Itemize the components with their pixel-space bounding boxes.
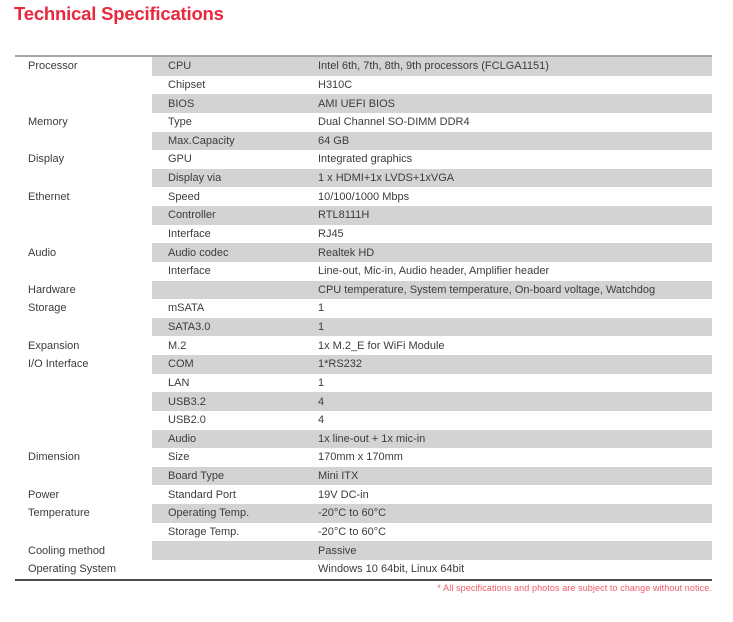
spec-value: 4 bbox=[318, 395, 325, 408]
table-row bbox=[15, 523, 712, 542]
group-label: Expansion bbox=[15, 336, 152, 355]
row-band bbox=[152, 467, 712, 486]
spec-value: H310C bbox=[318, 78, 353, 91]
group-label bbox=[15, 392, 152, 411]
row-band bbox=[152, 318, 712, 337]
spec-value: 10/100/1000 Mbps bbox=[318, 190, 410, 203]
spec-key: Board Type bbox=[168, 470, 225, 483]
spec-key: Type bbox=[168, 116, 192, 129]
row-band bbox=[152, 299, 712, 318]
spec-key: Storage Temp. bbox=[168, 525, 240, 538]
spec-key: Speed bbox=[168, 190, 200, 203]
spec-key bbox=[152, 281, 318, 300]
spec-value: 1 bbox=[318, 376, 325, 389]
group-label: Operating System bbox=[15, 560, 152, 579]
table-row bbox=[15, 374, 712, 393]
page-title: Technical Specifications bbox=[14, 3, 224, 24]
spec-key: CPU bbox=[168, 60, 192, 73]
spec-value: CPU temperature, System temperature, On-board voltage, Watchdog bbox=[318, 283, 656, 296]
group-label bbox=[15, 76, 152, 95]
group-label bbox=[15, 523, 152, 542]
spec-value: RTL8111H bbox=[318, 209, 370, 222]
row-band bbox=[152, 225, 712, 244]
spec-value: 19V DC-in bbox=[318, 488, 369, 501]
row-band bbox=[152, 169, 712, 188]
row-band bbox=[152, 560, 712, 579]
group-label: Hardware bbox=[15, 281, 152, 300]
table-row bbox=[15, 485, 712, 504]
spec-key: Max.Capacity bbox=[168, 134, 235, 147]
group-label: Memory bbox=[15, 113, 152, 132]
group-label bbox=[15, 225, 152, 244]
group-label: Power bbox=[15, 485, 152, 504]
table-row bbox=[15, 76, 712, 95]
group-label bbox=[15, 94, 152, 113]
group-label bbox=[15, 132, 152, 151]
row-band bbox=[152, 504, 712, 523]
group-label: Ethernet bbox=[15, 187, 152, 206]
table-row bbox=[15, 187, 712, 206]
group-label bbox=[15, 169, 152, 188]
row-band bbox=[152, 523, 712, 542]
row-band bbox=[152, 541, 712, 560]
spec-value: 1x line-out + 1x mic-in bbox=[318, 432, 426, 445]
spec-value: 64 GB bbox=[318, 134, 350, 147]
spec-key: Audio bbox=[168, 432, 197, 445]
spec-value: Passive bbox=[318, 544, 357, 557]
table-row bbox=[15, 448, 712, 467]
spec-key: mSATA bbox=[168, 302, 205, 315]
spec-key: Interface bbox=[168, 265, 211, 278]
spec-key bbox=[152, 541, 318, 560]
table-row bbox=[15, 262, 712, 281]
spec-key: SATA3.0 bbox=[168, 321, 211, 334]
spec-value: -20°C to 60°C bbox=[318, 507, 387, 520]
spec-value: 1 bbox=[318, 321, 325, 334]
row-band bbox=[152, 448, 712, 467]
spec-value: Realtek HD bbox=[318, 246, 375, 259]
table-row bbox=[15, 169, 712, 188]
group-label: Processor bbox=[15, 57, 152, 76]
spec-value: Windows 10 64bit, Linux 64bit bbox=[318, 563, 465, 576]
spec-key: Audio codec bbox=[168, 246, 229, 259]
spec-value: 170mm x 170mm bbox=[318, 451, 403, 464]
spec-key: M.2 bbox=[168, 339, 187, 352]
row-band bbox=[152, 430, 712, 449]
group-label bbox=[15, 411, 152, 430]
table-row bbox=[15, 113, 712, 132]
row-band bbox=[152, 243, 712, 262]
spec-key: USB2.0 bbox=[168, 414, 206, 427]
row-band bbox=[152, 374, 712, 393]
spec-value: -20°C to 60°C bbox=[318, 525, 387, 538]
spec-key: Controller bbox=[168, 209, 216, 222]
spec-key: BIOS bbox=[168, 97, 195, 110]
group-label: Storage bbox=[15, 299, 152, 318]
spec-key: Interface bbox=[168, 227, 211, 240]
spec-value: 4 bbox=[318, 414, 325, 427]
table-row bbox=[15, 206, 712, 225]
spec-key: Chipset bbox=[168, 78, 206, 91]
spec-key: USB3.2 bbox=[168, 395, 206, 408]
spec-value: RJ45 bbox=[318, 227, 344, 240]
group-label: Display bbox=[15, 150, 152, 169]
table-row bbox=[15, 132, 712, 151]
group-label bbox=[15, 467, 152, 486]
table-row bbox=[15, 504, 712, 523]
spec-value: 1 bbox=[318, 302, 325, 315]
group-label: I/O Interface bbox=[15, 355, 152, 374]
row-band bbox=[152, 150, 712, 169]
table-row bbox=[15, 467, 712, 486]
row-band bbox=[152, 281, 712, 300]
row-band bbox=[152, 262, 712, 281]
row-band bbox=[152, 206, 712, 225]
group-label: Temperature bbox=[15, 504, 152, 523]
spec-value: 1x M.2_E for WiFi Module bbox=[318, 339, 445, 352]
spec-value: Line-out, Mic-in, Audio header, Amplifier header bbox=[318, 265, 550, 278]
group-label: Dimension bbox=[15, 448, 152, 467]
group-label bbox=[15, 430, 152, 449]
row-band bbox=[152, 392, 712, 411]
spec-key: GPU bbox=[168, 153, 192, 166]
row-band bbox=[152, 336, 712, 355]
table-row bbox=[15, 281, 712, 300]
row-band bbox=[152, 485, 712, 504]
group-label: Cooling method bbox=[15, 541, 152, 560]
table-row bbox=[15, 57, 712, 76]
row-band bbox=[152, 187, 712, 206]
footnote: * All specifications and photos are subject to change without notice. bbox=[437, 583, 712, 593]
table-row bbox=[15, 430, 712, 449]
spec-key: LAN bbox=[168, 376, 190, 389]
table-row bbox=[15, 150, 712, 169]
spec-value: 1 x HDMI+1x LVDS+1xVGA bbox=[318, 172, 455, 185]
table-row bbox=[15, 392, 712, 411]
table-row bbox=[15, 225, 712, 244]
table-row bbox=[15, 541, 712, 560]
row-band bbox=[152, 76, 712, 95]
row-band bbox=[152, 132, 712, 151]
spec-value: AMI UEFI BIOS bbox=[318, 97, 396, 110]
table-row bbox=[15, 411, 712, 430]
group-label bbox=[15, 262, 152, 281]
table-row bbox=[15, 243, 712, 262]
row-band bbox=[152, 113, 712, 132]
table-row bbox=[15, 94, 712, 113]
group-label bbox=[15, 374, 152, 393]
table-row bbox=[15, 560, 712, 579]
spec-value: Dual Channel SO-DIMM DDR4 bbox=[318, 116, 470, 129]
spec-value: 1*RS232 bbox=[318, 358, 363, 371]
group-label: Audio bbox=[15, 243, 152, 262]
row-band bbox=[152, 57, 712, 76]
spec-key: Operating Temp. bbox=[168, 507, 250, 520]
table-row bbox=[15, 299, 712, 318]
table-row bbox=[15, 355, 712, 374]
spec-key bbox=[152, 560, 318, 579]
table-row bbox=[15, 318, 712, 337]
spec-value: Integrated graphics bbox=[318, 153, 413, 166]
group-label bbox=[15, 318, 152, 337]
spec-key: Display via bbox=[168, 172, 222, 185]
spec-key: COM bbox=[168, 358, 194, 371]
spec-value: Intel 6th, 7th, 8th, 9th processors (FCLGA1151) bbox=[318, 60, 549, 73]
spec-table bbox=[15, 55, 712, 581]
spec-value: Mini ITX bbox=[318, 470, 359, 483]
group-label bbox=[15, 206, 152, 225]
row-band bbox=[152, 411, 712, 430]
row-band bbox=[152, 355, 712, 374]
spec-key: Standard Port bbox=[168, 488, 236, 501]
table-row bbox=[15, 336, 712, 355]
spec-key: Size bbox=[168, 451, 190, 464]
row-band bbox=[152, 94, 712, 113]
